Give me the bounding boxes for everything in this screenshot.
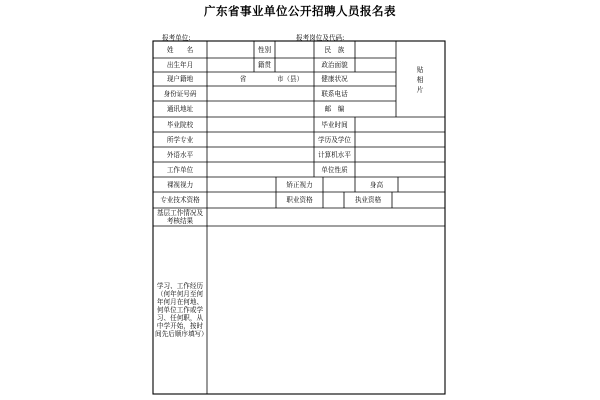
label-gender: 性别 xyxy=(257,45,272,54)
label-phone: 联系电话 xyxy=(321,89,348,98)
label-birth: 出生年月 xyxy=(166,61,194,69)
label-foreign-language: 外语水平 xyxy=(166,150,194,159)
form-title: 广东省事业单位公开招聘人员报名表 xyxy=(204,4,396,18)
label-major: 所学专业 xyxy=(166,135,194,144)
label-name: 姓 名 xyxy=(166,45,194,54)
label-address: 通讯地址 xyxy=(166,105,194,113)
label-height: 身高 xyxy=(369,180,384,189)
label-tech-qualification: 专业技术资格 xyxy=(160,196,200,204)
label-id-number: 身份证号码 xyxy=(163,89,197,98)
unit-label: 报考单位: xyxy=(162,34,191,42)
label-health: 健康状况 xyxy=(321,75,348,83)
photo-label-3: 片 xyxy=(416,86,424,94)
label-degree: 学历及学位 xyxy=(318,135,351,144)
label-grad-time: 毕业时间 xyxy=(321,120,348,129)
label-native: 籍贯 xyxy=(257,61,272,69)
photo-label-2: 相 xyxy=(416,76,424,84)
label-school: 毕业院校 xyxy=(166,120,194,129)
label-unit-nature: 单位性质 xyxy=(321,165,348,174)
post-label: 报考岗位及代码: xyxy=(296,34,345,42)
label-postcode: 邮 编 xyxy=(324,105,345,113)
label-resume: 学习、工作经历（何年何月至何年何月在何地、何单位工作或学习、任何职，从中学开始，按时间先后顺序填写） xyxy=(155,282,208,338)
label-ethnicity: 民 族 xyxy=(324,45,345,54)
label-naked-vision: 裸视视力 xyxy=(166,180,194,189)
label-political: 政治面貌 xyxy=(321,61,348,69)
label-computer: 计算机水平 xyxy=(318,150,351,159)
label-hukou: 现户籍地 xyxy=(166,75,194,83)
label-corrected-vision: 矫正视力 xyxy=(286,180,313,189)
label-job-title: 职业资格 xyxy=(286,196,313,204)
label-grassroots: 基层工作情况及考核结果 xyxy=(156,209,204,225)
photo-label-1: 贴 xyxy=(416,66,424,74)
label-work-unit: 工作单位 xyxy=(166,165,194,174)
label-province: 省 xyxy=(239,75,247,83)
photo-area xyxy=(396,44,444,116)
label-practice-qualification: 执业资格 xyxy=(354,196,382,204)
label-city: 市（县） xyxy=(276,75,304,83)
